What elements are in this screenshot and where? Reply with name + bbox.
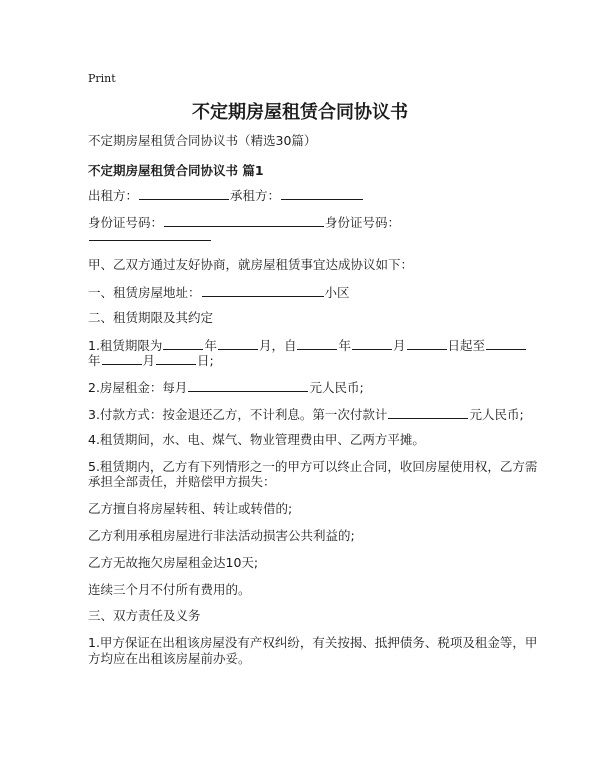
payment-blank (388, 406, 468, 419)
payment-text-b: 元人民币; (469, 407, 524, 422)
term-text-i: 日; (197, 353, 214, 368)
id-blank-b (89, 228, 211, 241)
rent-text-b: 元人民币; (309, 380, 364, 395)
term-text-h: 月 (142, 353, 156, 368)
duty-clause-line1: 1.甲方保证在出租该房屋没有产权纠纷，有关按揭、抵押债务、税项及租金等，甲 (88, 635, 538, 650)
id-label-b: 身份证号码： (325, 215, 401, 230)
term-blank (163, 337, 203, 350)
print-link[interactable]: Print (88, 72, 116, 85)
parties-line (88, 187, 364, 204)
payment-clause (88, 406, 524, 423)
address-label: 一、租赁房屋地址： (88, 285, 201, 300)
term-text-e: 月 (392, 338, 406, 353)
rent-blank (188, 379, 308, 392)
term-text-g: 年 (88, 353, 101, 368)
id-label-a: 身份证号码： (88, 215, 164, 230)
term-text-f: 日起至 (447, 338, 486, 353)
term-blank (156, 352, 196, 365)
address-line (88, 284, 350, 301)
rent-text-a: 2.房屋租金：每月 (88, 380, 188, 395)
term-text-a: 1.租赁期限为 (88, 338, 163, 353)
duty-clause-line2: 方均应在出租该房屋前办妥。 (88, 651, 251, 666)
id-line-continued (88, 228, 212, 245)
lessee-blank (281, 187, 363, 200)
condition-item: 乙方无故拖欠房屋租金达10天; (88, 555, 259, 570)
condition-item: 乙方利用承租房屋进行非法活动损害公共利益的; (88, 528, 355, 543)
term-text-d: 年 (338, 338, 351, 353)
section-term-heading: 二、租赁期限及其约定 (88, 310, 214, 325)
document-subtitle: 不定期房屋租赁合同协议书（精选30篇） (88, 133, 317, 148)
page-title: 不定期房屋租赁合同协议书 (192, 102, 408, 123)
intro-paragraph: 甲、乙双方通过友好协商，就房屋租赁事宜达成协议如下： (88, 257, 414, 272)
termination-clause-line1: 5.租赁期内，乙方有下列情形之一的甲方可以终止合同，收回房屋使用权，乙方需 (88, 459, 538, 474)
id-blank-a (164, 214, 324, 227)
section-duties-heading: 三、双方责任及义务 (88, 608, 201, 623)
lessor-label: 出租方： (88, 188, 139, 203)
utilities-clause: 4.租赁期间，水、电、煤气、物业管理费由甲、乙两方平摊。 (88, 432, 425, 447)
section-heading: 不定期房屋租赁合同协议书 篇1 (88, 163, 264, 178)
term-blank (218, 337, 258, 350)
lessee-label: 承租方： (230, 188, 281, 203)
term-text-b: 年 (204, 338, 217, 353)
term-blank (297, 337, 337, 350)
address-blank (202, 284, 324, 297)
term-text-c: 月，自 (258, 338, 297, 353)
condition-item: 乙方擅自将房屋转租、转让或转借的; (88, 501, 293, 516)
term-blank (407, 337, 447, 350)
lessor-blank (139, 187, 229, 200)
termination-clause-line2: 承担全部责任，并赔偿甲方损失： (88, 474, 276, 489)
term-blank (102, 352, 142, 365)
term-clause-line2 (88, 352, 214, 369)
rent-clause (88, 379, 364, 396)
payment-text-a: 3.付款方式：按金退还乙方，不计利息。第一次付款计 (88, 407, 388, 422)
term-blank (352, 337, 392, 350)
term-blank (486, 337, 526, 350)
condition-item: 连续三个月不付所有费用的。 (88, 582, 251, 597)
address-suffix: 小区 (324, 285, 350, 300)
